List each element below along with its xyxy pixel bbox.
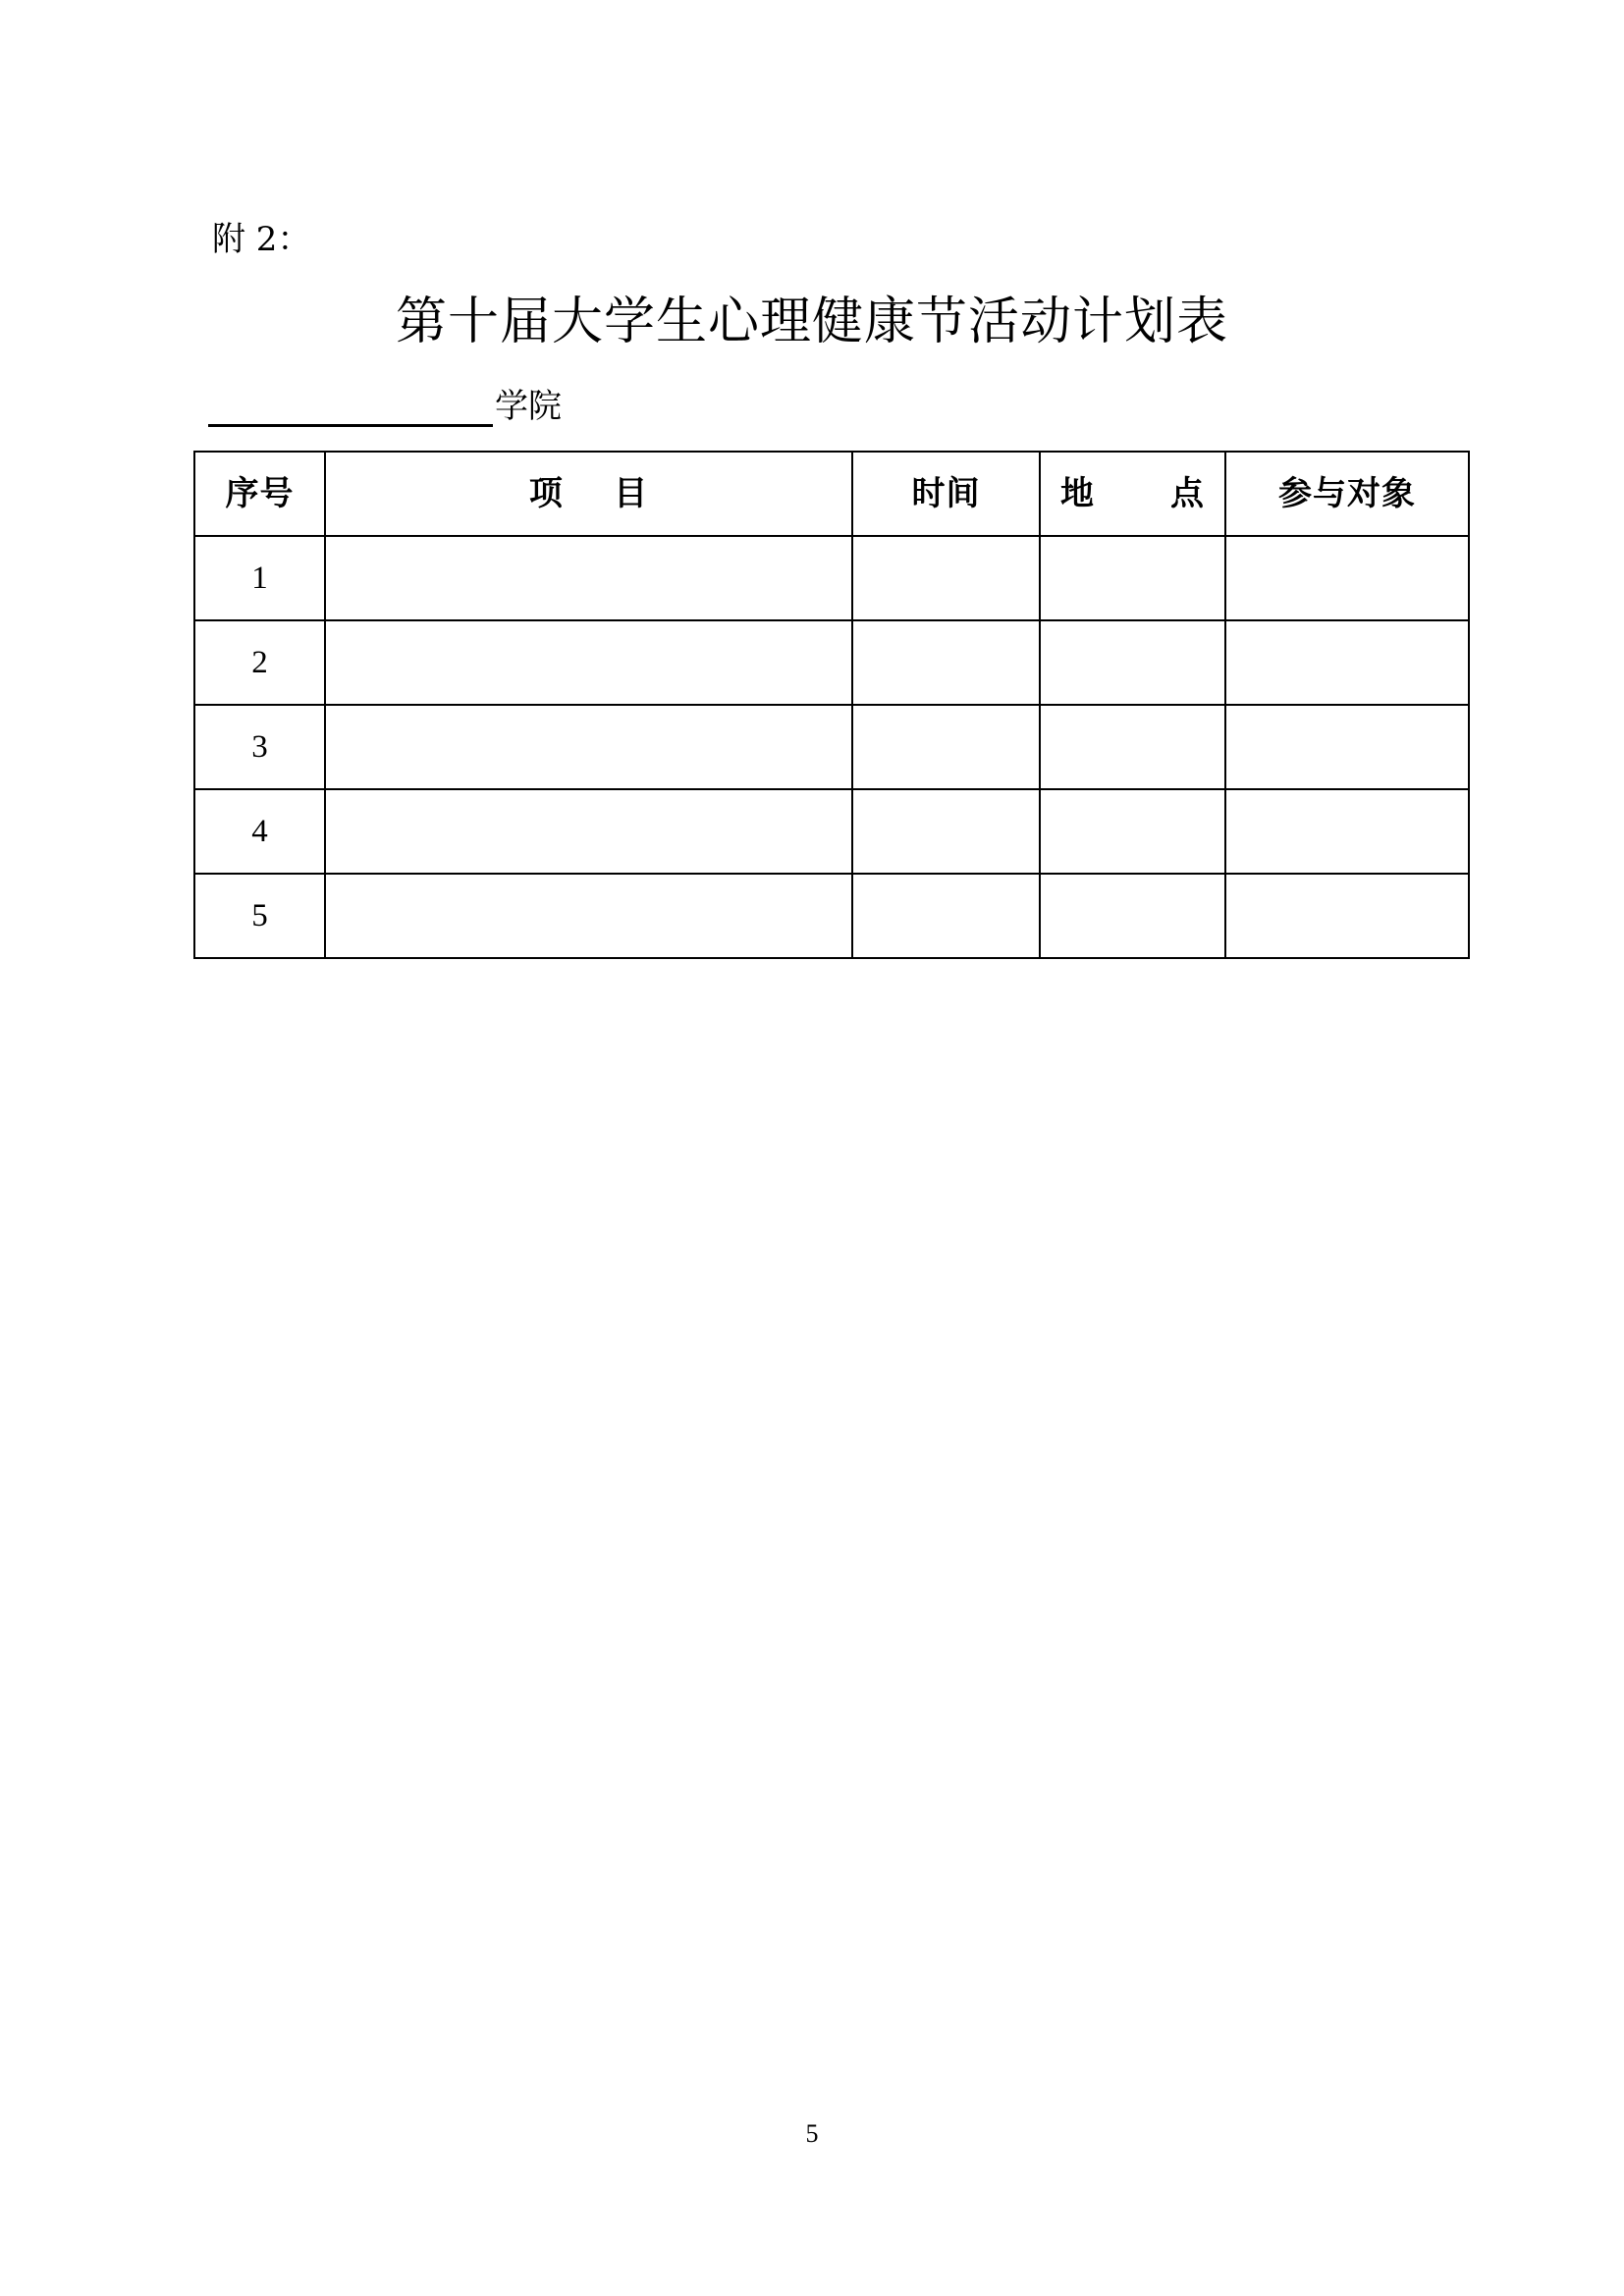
location-cell[interactable] (1040, 620, 1225, 705)
attachment-label: 附 2： (212, 220, 311, 259)
participants-cell[interactable] (1225, 536, 1469, 620)
table-row (194, 789, 1469, 874)
table-row (194, 705, 1469, 789)
table-row (194, 874, 1469, 958)
time-cell[interactable] (852, 705, 1040, 789)
college-label: 学院 (495, 387, 562, 426)
activity-plan-table (193, 451, 1470, 959)
participants-cell[interactable] (1225, 705, 1469, 789)
table-header-row (194, 452, 1469, 536)
header-item: 项 目 (325, 452, 852, 536)
time-cell[interactable] (852, 620, 1040, 705)
table-row (194, 536, 1469, 620)
participants-cell[interactable] (1225, 620, 1469, 705)
page-number: 5 (805, 2119, 819, 2148)
item-cell[interactable] (325, 874, 852, 958)
time-cell[interactable] (852, 789, 1040, 874)
item-cell[interactable] (325, 620, 852, 705)
item-cell[interactable] (325, 536, 852, 620)
header-index: 序号 (194, 452, 325, 536)
location-cell[interactable] (1040, 536, 1225, 620)
time-cell[interactable] (852, 874, 1040, 958)
time-cell[interactable] (852, 536, 1040, 620)
row-index: 3 (194, 705, 325, 789)
participants-cell[interactable] (1225, 789, 1469, 874)
row-index: 1 (194, 536, 325, 620)
header-participants: 参与对象 (1225, 452, 1469, 536)
header-time: 时间 (852, 452, 1040, 536)
document-title: 第十届大学生心理健康节活动计划表 (395, 293, 1228, 351)
header-location: 地 点 (1040, 452, 1225, 536)
row-index: 2 (194, 620, 325, 705)
item-cell[interactable] (325, 705, 852, 789)
row-index: 5 (194, 874, 325, 958)
location-cell[interactable] (1040, 874, 1225, 958)
location-cell[interactable] (1040, 789, 1225, 874)
item-cell[interactable] (325, 789, 852, 874)
college-name-blank[interactable] (208, 424, 493, 427)
location-cell[interactable] (1040, 705, 1225, 789)
table-row (194, 620, 1469, 705)
participants-cell[interactable] (1225, 874, 1469, 958)
row-index: 4 (194, 789, 325, 874)
